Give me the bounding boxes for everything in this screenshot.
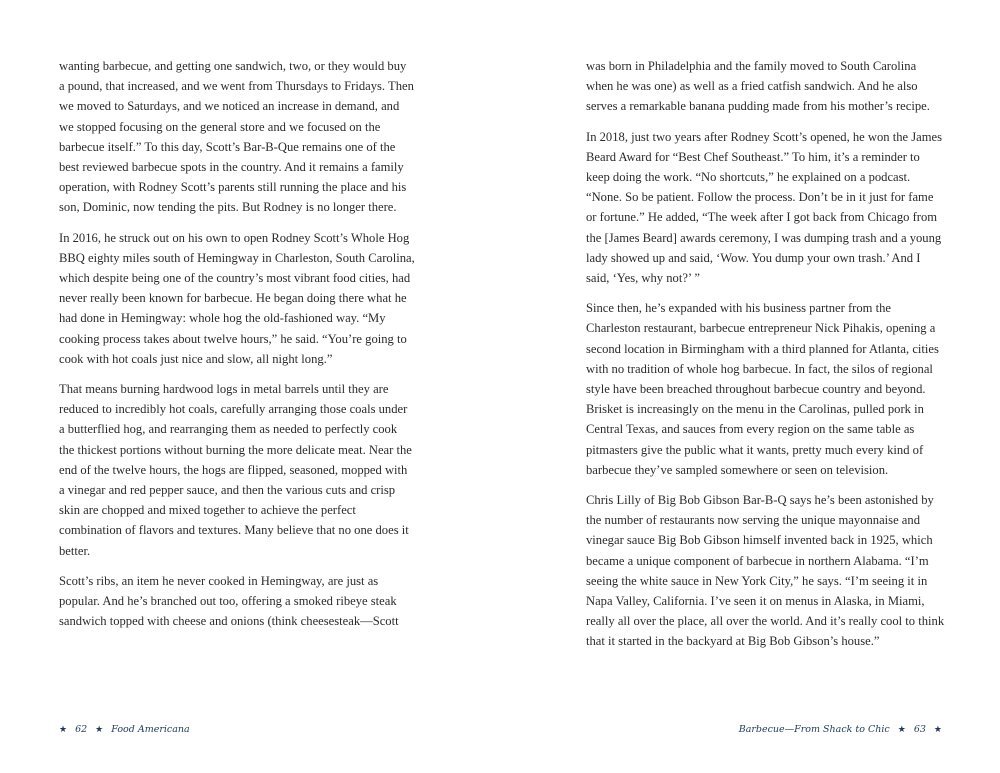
right-running-title: Barbecue—From Shack to Chic xyxy=(738,724,890,735)
left-page-body xyxy=(59,56,415,641)
left-paragraph-2: In 2016, he struck out on his own to open Rodney Scott’s Whole Hog BBQ eighty miles south of Hemingway in Charleston, South Carolina, which despite being one of the country’s most vibrant food cities, had never really been known for barbecue. He began doing there what he had done in Hemingway: whole hog the old-fashioned way. “My cooking process takes about twelve hours,” he said. “You’re going to cook with hot coals just nice and slow, all night long.” xyxy=(59,230,415,366)
right-paragraph-3: Since then, he’s expanded with his business partner from the Charleston restaurant, barbecue entrepreneur Nick Pihakis, opening a second location in Birmingham with a third planned for Atlanta, cities with no tradition of whole hog barbecue. In fact, the silos of regional style have been breached throughout barbecue country and beyond. Brisket is increasingly on the menu in the Carolinas, pulled pork in Central Texas, and sauces from every region on the same table as pitmasters give the public what it wants, pretty much every kind of barbecue they’ve sampled somewhere or seen on television. xyxy=(586,301,939,477)
right-paragraph-1: was born in Philadelphia and the family moved to South Carolina when he was one) as well as a fried catfish sandwich. And he also serves a remarkable banana pudding made from his mother’s recipe. xyxy=(586,59,930,114)
star-icon: ★ xyxy=(933,724,942,735)
right-page-footer xyxy=(739,724,942,735)
left-page-number: 62 xyxy=(75,724,88,735)
left-paragraph-1: wanting barbecue, and getting one sandwich, two, or they would buy a pound, that increased, and we went from Thursdays to Fridays. Then we moved to Saturdays, and we noticed an increase in demand, and we stopped focusing on the general store and we focused on the barbecue itself.” To this day, Scott’s Bar-B-Que remains one of the best reviewed barbecue spots in the country. And it remains a family operation, with Rodney Scott’s parents still running the place and his son, Dominic, now tending the pits. But Rodney is no longer there. xyxy=(59,59,414,215)
star-icon: ★ xyxy=(95,724,104,735)
left-paragraph-3: That means burning hardwood logs in metal barrels until they are reduced to incredibly hot coals, carefully arranging those coals under a butterflied hog, and rearranging them as needed to perfectly cook the thickest portions without burning the more delicate meat. Near the end of the twelve hours, the hogs are flipped, seasoned, mopped with a vinegar and red pepper sauce, and then the various cuts and crisp skin are chopped and mixed together to achieve the perfect combination of flavors and textures. Many believe that no one does it better. xyxy=(59,382,412,558)
left-paragraph-4: Scott’s ribs, an item he never cooked in Hemingway, are just as popular. And he’s branched out too, offering a smoked ribeye steak sandwich topped with cheese and onions (think cheesesteak—Scott xyxy=(59,573,399,629)
left-page-footer xyxy=(59,724,190,735)
right-page-body xyxy=(586,56,946,662)
right-paragraph-2: In 2018, just two years after Rodney Scott’s opened, he won the James Beard Award for “Best Chef Southeast.” To him, it’s a reminder to keep doing the work. “No shortcuts,” he explained on a podcast. “None. So be patient. Follow the process. Don’t be in it just for fame or fortune.” He added, “The week after I got back from Chicago from the [James Beard] awards ceremony, I was dumping trash and a young lady showed up and said, ‘Wow. You dump your own trash.’ And I said, ‘Yes, why not?’ ” xyxy=(586,129,943,286)
right-page-number: 63 xyxy=(913,724,926,735)
right-paragraph-4: Chris Lilly of Big Bob Gibson Bar-B-Q says he’s been astonished by the number of restaurants now serving the unique mayonnaise and vinegar sauce Big Bob Gibson himself invented back in 1925, which became a unique component of barbecue in northern Alabama. “I’m seeing the white sauce in New York City,” he says. “I’m seeing it in Napa Valley, California. I’ve seen it on menus in Alaska, in Miami, really all over the place, all over the world. And it’s really cool to think that it started in the backyard at Big Bob Gibson’s house.” xyxy=(586,493,945,649)
star-icon: ★ xyxy=(897,724,906,735)
left-running-title: Food Americana xyxy=(111,724,190,735)
star-icon: ★ xyxy=(59,724,68,735)
